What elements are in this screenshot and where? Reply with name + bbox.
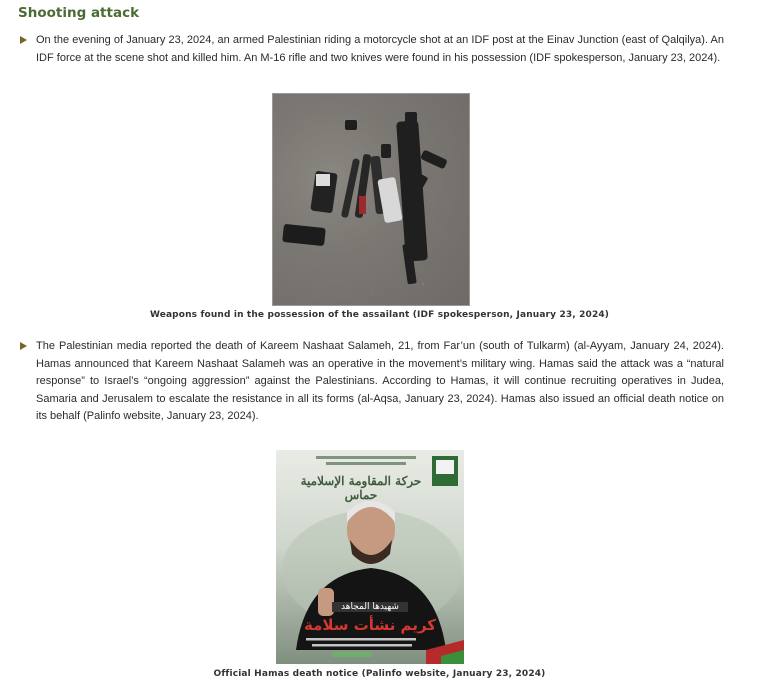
- notice-caption: Official Hamas death notice (Palinfo website, January 23, 2024): [213, 669, 546, 679]
- paragraph-hamas-statement: The Palestinian media reported the death of Kareem Nashaat Salameh, 21, from Far’un (south of Tulkarm) (al-Ayyam, January 24, 2024). Hamas announced that Kareem Nashaat Salameh was an operative in the movement’s military wing. Hamas said the attack was a “natural response” to Israel’s “ongoing aggression” against the Palestinians. According to Hamas, it will continue recruiting operatives in Judea, Samaria and Jerusalem to escalate the resistance in all its forms (al-Aqsa, January 23, 2024). Hamas also issued an official death notice on its behalf (Palinfo website, January 23, 2024).: [36, 340, 724, 423]
- poster-label-text: شهيدها المجاهد: [332, 602, 408, 612]
- poster-name-text: كريم نشأت سلامة: [303, 616, 437, 634]
- poster-header-text: حركة المقاومة الإسلامية حماس: [300, 474, 422, 502]
- weapons-caption: Weapons found in the possession of the assailant (IDF spokesperson, January 23, 2024): [149, 310, 610, 320]
- paragraph-attack-description: On the evening of January 23, 2024, an armed Palestinian riding a motorcycle shot at an IDF post at the Einav Junction (east of Qalqilya). An IDF force at the scene shot and killed him. An M-16 rifle and two knives were found in his possession (IDF spokesperson, January 23, 2024).: [36, 34, 724, 64]
- bullet-icon: [20, 342, 27, 350]
- bullet-icon: [20, 36, 27, 44]
- weapons-photo: [272, 93, 470, 306]
- death-notice-poster: [276, 450, 464, 664]
- weapons-illustration: [273, 94, 469, 305]
- section-title: Shooting attack: [18, 5, 140, 21]
